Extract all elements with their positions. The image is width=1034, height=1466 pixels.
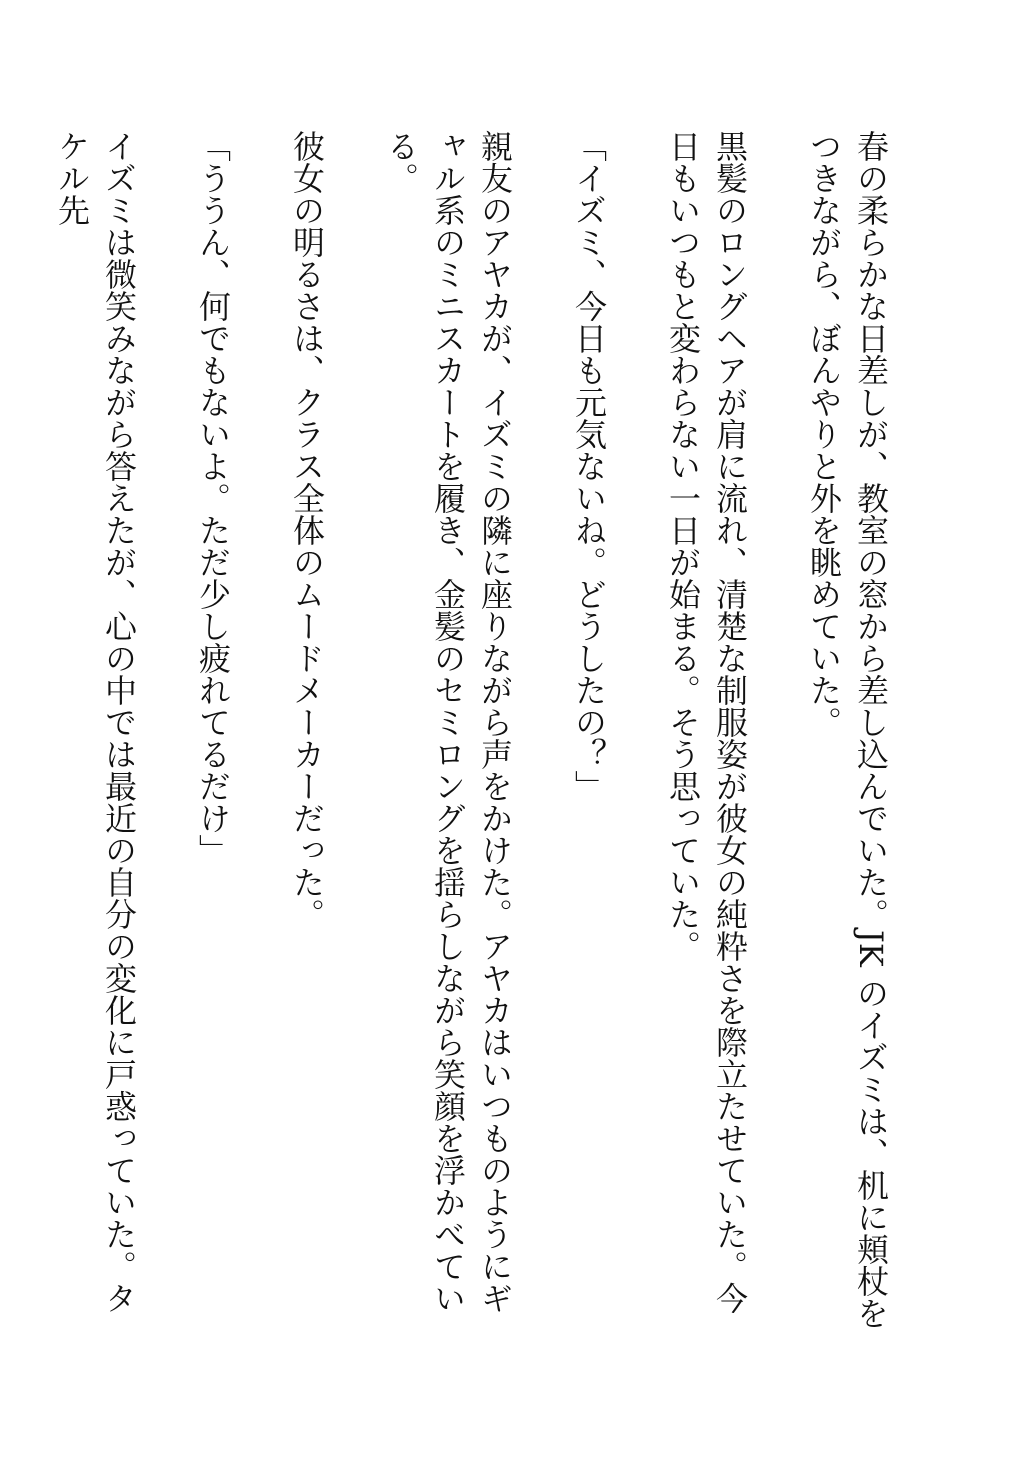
paragraph-4: 親友のアヤカが、イズミの隣に座りながら声をかけた。アヤカはいつものようにギャル系のミニスカートを履き、金髪のセミロングを揺らしながら笑顔を浮かべている。 <box>382 130 514 1314</box>
paragraph-1: 春の柔らかな日差しが、教室の窓から差し込んでいた。JK のイズミは、机に頬杖をつきながら、ぼんやりと外を眺めていた。 <box>805 130 890 1329</box>
paragraph-2: 黒髪のロングヘアが肩に流れ、清楚な制服姿が彼女の純粋さを際立たせていた。今日もいつもと変わらない一日が始まる。そう思っていた。 <box>664 130 749 1314</box>
paragraph-6: 「ううん、何でもないよ。ただ少し疲れてるだけ」 <box>194 130 232 866</box>
novel-text-block <box>48 130 894 1330</box>
paragraph-5: 彼女の明るさは、クラス全体のムードメーカーだった。 <box>288 130 326 930</box>
paragraph-3: 「イズミ、今日も元気ないね。どうしたの？」 <box>570 130 608 802</box>
paragraph-7: イズミは微笑みながら答えたが、心の中では最近の自分の変化に戸惑っていた。タケル先 <box>53 130 138 1314</box>
